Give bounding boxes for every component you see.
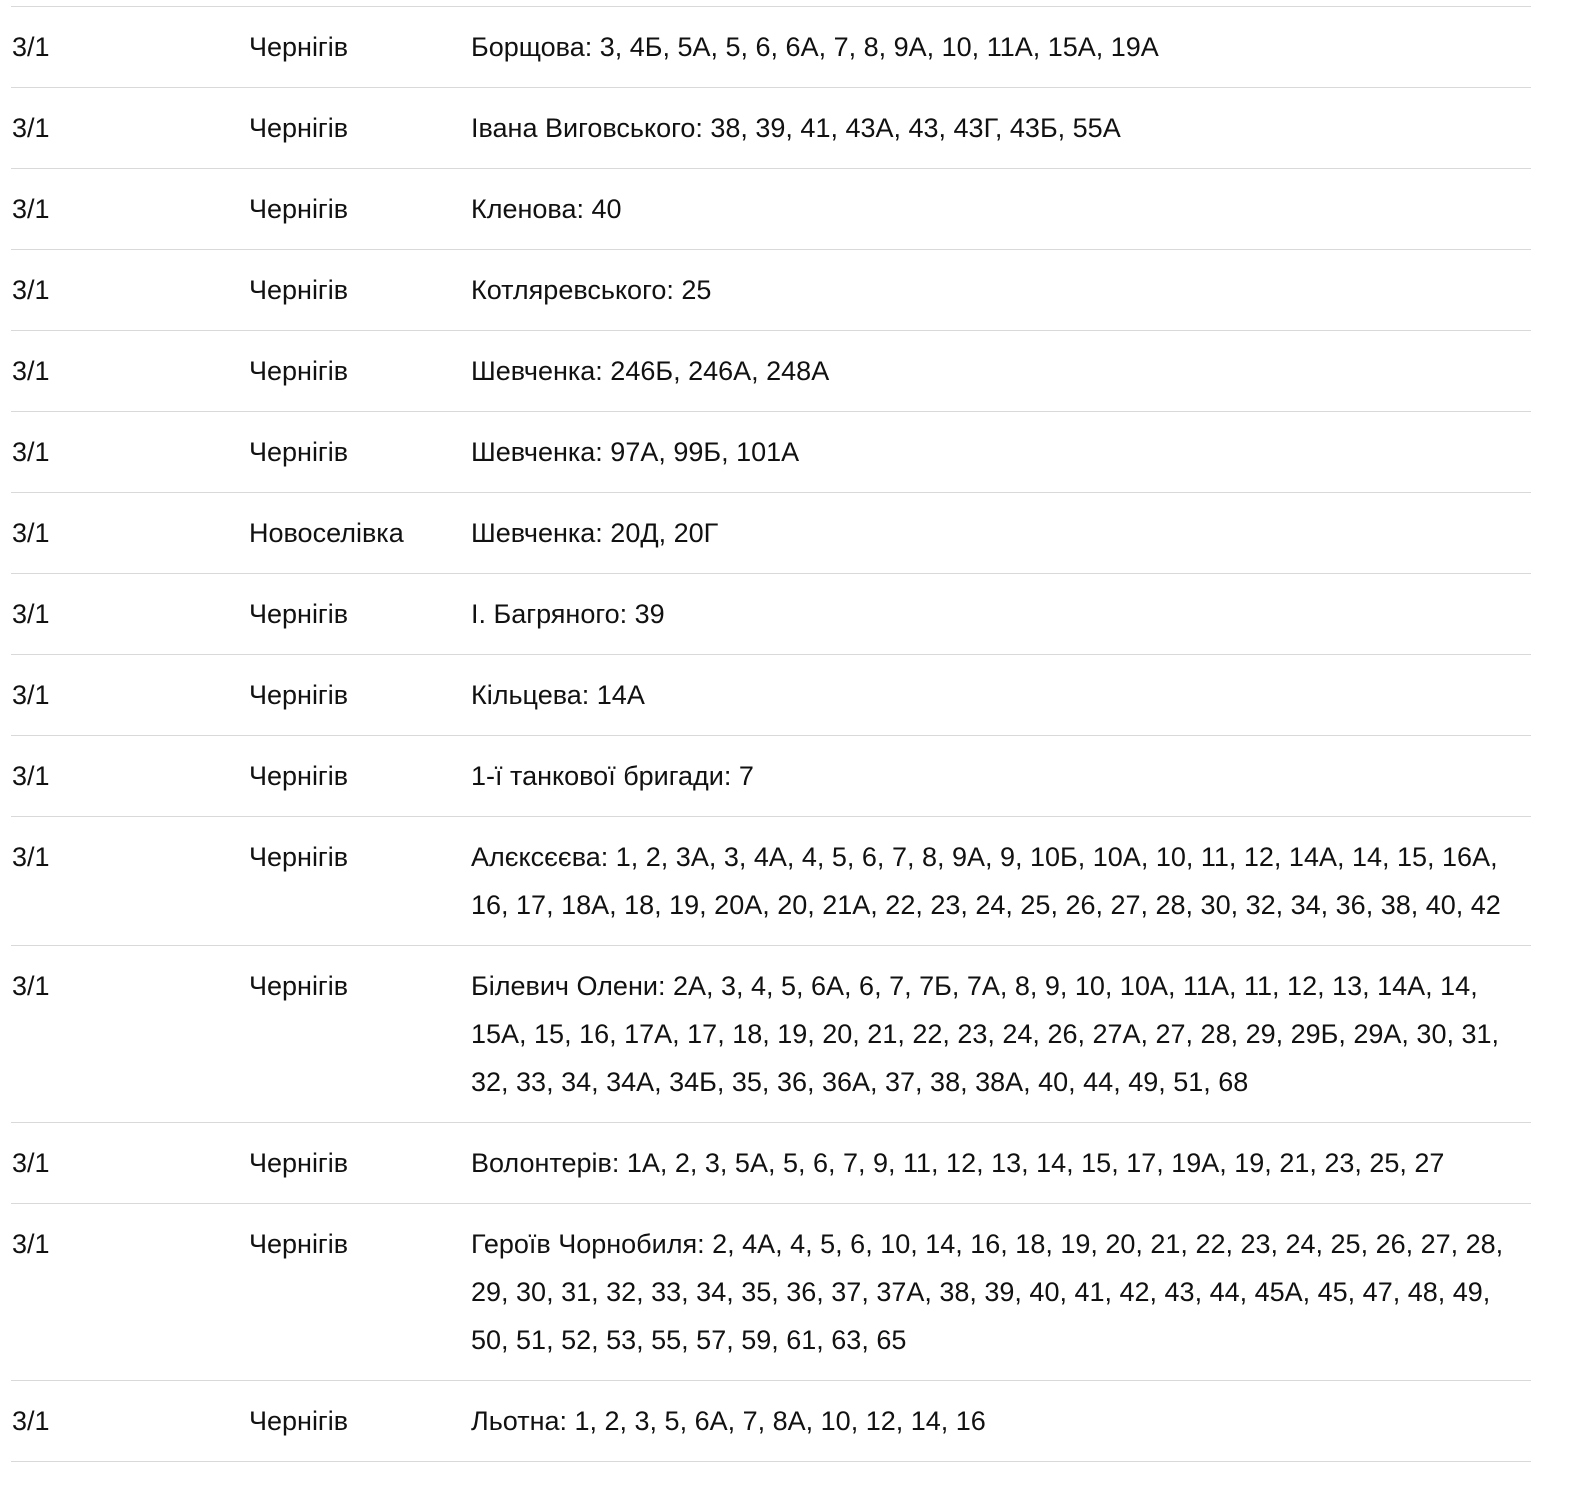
town-cell: Чернігів bbox=[249, 412, 471, 493]
queue-cell: 3/1 bbox=[11, 736, 249, 817]
addresses-cell: Шевченка: 97А, 99Б, 101А bbox=[471, 412, 1531, 493]
table-row bbox=[11, 736, 1531, 817]
addresses-cell: Кільцева: 14А bbox=[471, 655, 1531, 736]
table-row bbox=[11, 169, 1531, 250]
addresses-cell: Льотна: 1, 2, 3, 5, 6А, 7, 8А, 10, 12, 14, 16 bbox=[471, 1381, 1531, 1462]
table-row bbox=[11, 250, 1531, 331]
town-cell: Чернігів bbox=[249, 655, 471, 736]
queue-cell: 3/1 bbox=[11, 655, 249, 736]
queue-cell: 3/1 bbox=[11, 1123, 249, 1204]
table-row bbox=[11, 1381, 1531, 1462]
table-row bbox=[11, 412, 1531, 493]
town-cell: Чернігів bbox=[249, 169, 471, 250]
addresses-cell: Шевченка: 20Д, 20Г bbox=[471, 493, 1531, 574]
town-cell: Чернігів bbox=[249, 574, 471, 655]
table-row bbox=[11, 574, 1531, 655]
queue-cell: 3/1 bbox=[11, 1381, 249, 1462]
addresses-cell: Алєксєєва: 1, 2, 3А, 3, 4А, 4, 5, 6, 7, 8, 9А, 9, 10Б, 10А, 10, 11, 12, 14А, 14, 15, 16А, 16, 17, 18А, 18, 19, 20А, 20, 21А, 22, 23, 24, 25, 26, 27, 28, 30, 32, 34, 36, 38, 40, 42 bbox=[471, 817, 1531, 946]
queue-cell: 3/1 bbox=[11, 412, 249, 493]
table-row bbox=[11, 1204, 1531, 1381]
town-cell: Чернігів bbox=[249, 946, 471, 1123]
table-row bbox=[11, 493, 1531, 574]
table-row bbox=[11, 7, 1531, 88]
queue-cell: 3/1 bbox=[11, 250, 249, 331]
table-row bbox=[11, 946, 1531, 1123]
queue-cell: 3/1 bbox=[11, 493, 249, 574]
queue-cell: 3/1 bbox=[11, 169, 249, 250]
queue-cell: 3/1 bbox=[11, 88, 249, 169]
addresses-cell: Білевич Олени: 2А, 3, 4, 5, 6А, 6, 7, 7Б, 7А, 8, 9, 10, 10А, 11А, 11, 12, 13, 14А, 14, 15А, 15, 16, 17А, 17, 18, 19, 20, 21, 22, 23, 24, 26, 27А, 27, 28, 29, 29Б, 29А, 30, 31, 32, 33, 34, 34А, 34Б, 35, 36, 36А, 37, 38, 38А, 40, 44, 49, 51, 68 bbox=[471, 946, 1531, 1123]
queue-cell: 3/1 bbox=[11, 331, 249, 412]
table-row bbox=[11, 655, 1531, 736]
addresses-cell: Борщова: 3, 4Б, 5А, 5, 6, 6А, 7, 8, 9А, 10, 11А, 15А, 19А bbox=[471, 7, 1531, 88]
addresses-cell: Івана Виговського: 38, 39, 41, 43А, 43, 43Г, 43Б, 55А bbox=[471, 88, 1531, 169]
queue-cell: 3/1 bbox=[11, 1204, 249, 1381]
addresses-cell: 1-ї танкової бригади: 7 bbox=[471, 736, 1531, 817]
table-row bbox=[11, 331, 1531, 412]
outage-schedule-table-wrapper bbox=[11, 6, 1531, 1462]
addresses-cell: Волонтерів: 1А, 2, 3, 5А, 5, 6, 7, 9, 11, 12, 13, 14, 15, 17, 19А, 19, 21, 23, 25, 27 bbox=[471, 1123, 1531, 1204]
queue-cell: 3/1 bbox=[11, 946, 249, 1123]
table-row bbox=[11, 1123, 1531, 1204]
queue-cell: 3/1 bbox=[11, 574, 249, 655]
queue-cell: 3/1 bbox=[11, 7, 249, 88]
town-cell: Чернігів bbox=[249, 88, 471, 169]
outage-schedule-table bbox=[11, 6, 1531, 1462]
addresses-cell: Кленова: 40 bbox=[471, 169, 1531, 250]
town-cell: Чернігів bbox=[249, 7, 471, 88]
addresses-cell: І. Багряного: 39 bbox=[471, 574, 1531, 655]
addresses-cell: Шевченка: 246Б, 246А, 248А bbox=[471, 331, 1531, 412]
town-cell: Чернігів bbox=[249, 817, 471, 946]
table-row bbox=[11, 817, 1531, 946]
town-cell: Чернігів bbox=[249, 736, 471, 817]
queue-cell: 3/1 bbox=[11, 817, 249, 946]
addresses-cell: Котляревського: 25 bbox=[471, 250, 1531, 331]
town-cell: Чернігів bbox=[249, 250, 471, 331]
addresses-cell: Героїв Чорнобиля: 2, 4А, 4, 5, 6, 10, 14, 16, 18, 19, 20, 21, 22, 23, 24, 25, 26, 27, 28, 29, 30, 31, 32, 33, 34, 35, 36, 37, 37А, 38, 39, 40, 41, 42, 43, 44, 45А, 45, 47, 48, 49, 50, 51, 52, 53, 55, 57, 59, 61, 63, 65 bbox=[471, 1204, 1531, 1381]
table-body bbox=[11, 7, 1531, 1462]
town-cell: Чернігів bbox=[249, 1381, 471, 1462]
town-cell: Чернігів bbox=[249, 1204, 471, 1381]
town-cell: Новоселівка bbox=[249, 493, 471, 574]
town-cell: Чернігів bbox=[249, 1123, 471, 1204]
town-cell: Чернігів bbox=[249, 331, 471, 412]
table-row bbox=[11, 88, 1531, 169]
